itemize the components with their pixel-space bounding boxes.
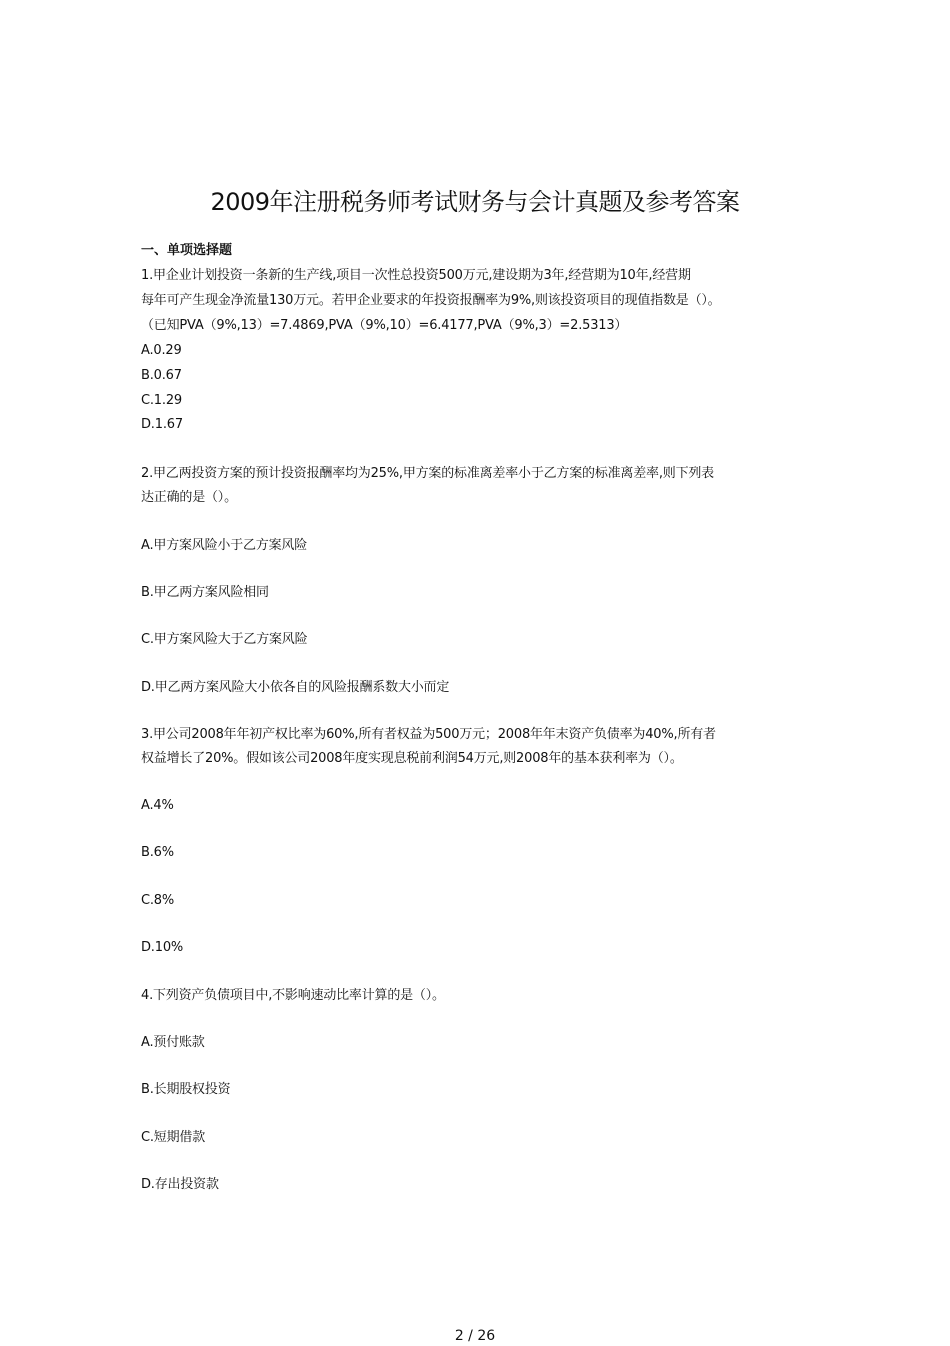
question-2-stem-line-1: 2.甲乙两投资方案的预计投资报酬率均为25%,甲方案的标准离差率小于乙方案的标准离差率,则下列表 bbox=[141, 466, 714, 481]
question-3-option-c: C.8% bbox=[141, 893, 175, 908]
question-4-option-a: A.预付账款 bbox=[141, 1035, 205, 1050]
question-4-stem-line-1: 4.下列资产负债项目中,不影响速动比率计算的是（）。 bbox=[141, 988, 445, 1003]
question-2-option-c: C.甲方案风险大于乙方案风险 bbox=[141, 632, 308, 647]
question-2-stem-line-2: 达正确的是（）。 bbox=[141, 490, 237, 505]
question-1-option-b: B.0.67 bbox=[141, 368, 182, 383]
question-3-stem-line-2: 权益增长了20%。假如该公司2008年度实现息税前利润54万元,则2008年的基本获利率为（）。 bbox=[141, 751, 683, 766]
document-title: 2009年注册税务师考试财务与会计真题及参考答案 bbox=[210, 188, 740, 216]
question-1-option-c: C.1.29 bbox=[141, 393, 182, 408]
question-2-option-b: B.甲乙两方案风险相同 bbox=[141, 585, 269, 600]
question-2-option-d: D.甲乙两方案风险大小依各自的风险报酬系数大小而定 bbox=[141, 680, 450, 695]
question-4-option-b: B.长期股权投资 bbox=[141, 1082, 231, 1097]
section-heading: 一、单项选择题 bbox=[141, 243, 233, 258]
question-1-stem-line-1: 1.甲企业计划投资一条新的生产线,项目一次性总投资500万元,建设期为3年,经营期为10年,经营期 bbox=[141, 268, 691, 283]
question-1-option-a: A.0.29 bbox=[141, 343, 182, 358]
question-4-option-d: D.存出投资款 bbox=[141, 1177, 219, 1192]
question-3-option-a: A.4% bbox=[141, 798, 174, 813]
question-3-option-b: B.6% bbox=[141, 845, 174, 860]
question-1-stem-line-2: 每年可产生现金净流量130万元。若甲企业要求的年投资报酬率为9%,则该投资项目的现值指数是（）。 bbox=[141, 293, 721, 308]
page-number: 2 / 26 bbox=[454, 1328, 496, 1344]
question-3-option-d: D.10% bbox=[141, 940, 184, 955]
question-2-option-a: A.甲方案风险小于乙方案风险 bbox=[141, 538, 307, 553]
question-4-option-c: C.短期借款 bbox=[141, 1130, 206, 1145]
question-1-stem-line-3: （已知PVA（9%,13）=7.4869,PVA（9%,10）=6.4177,PVA（9%,3）=2.5313） bbox=[141, 318, 628, 333]
question-3-stem-line-1: 3.甲公司2008年年初产权比率为60%,所有者权益为500万元；2008年年末资产负债率为40%,所有者 bbox=[141, 727, 716, 742]
question-1-option-d: D.1.67 bbox=[141, 417, 183, 432]
